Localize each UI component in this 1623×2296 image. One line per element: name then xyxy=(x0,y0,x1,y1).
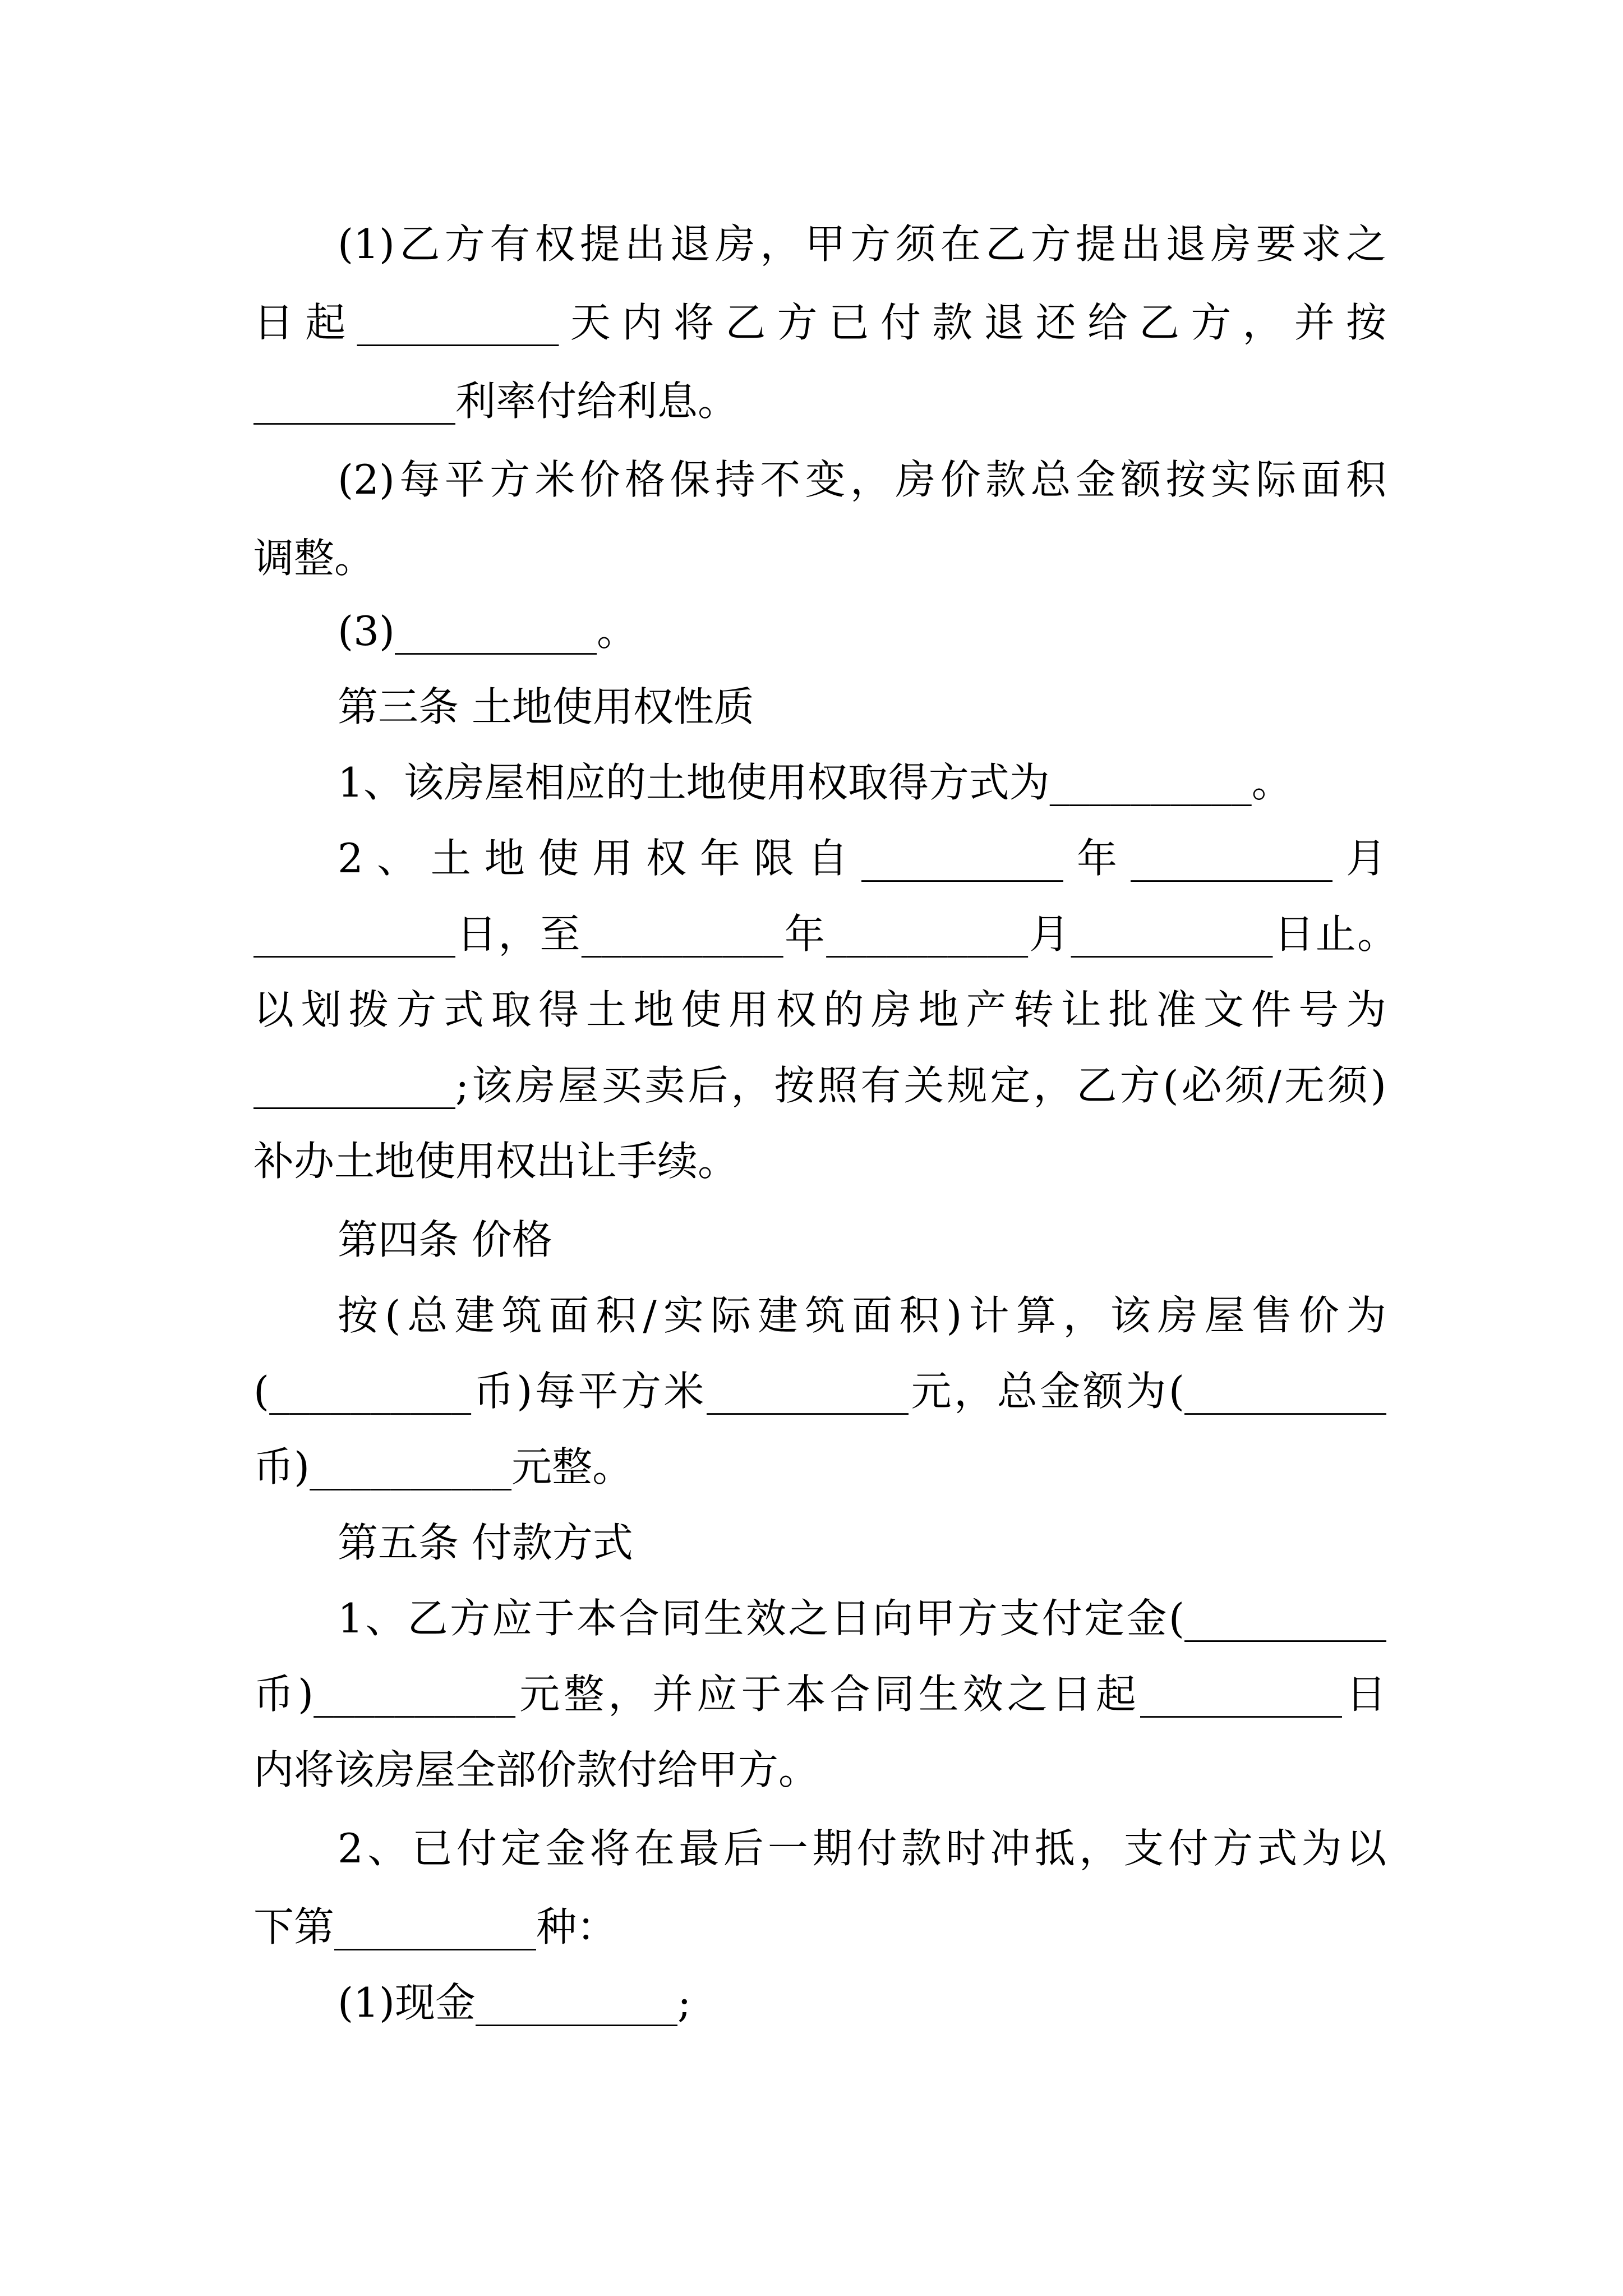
text-line: 按(总建筑面积/实际建筑面积)计算，该房屋售价为 xyxy=(338,1292,1386,1339)
text-line: 补办土地使用权出让手续。 xyxy=(253,1138,739,1185)
text-line: (1)乙方有权提出退房，甲方须在乙方提出退房要求之 xyxy=(338,220,1386,268)
text-line: 调整。 xyxy=(253,535,375,582)
text-line: 内将该房屋全部价款付给甲方。 xyxy=(253,1746,819,1793)
text-line: __________日，至__________年__________月__________日止。 xyxy=(253,910,1398,958)
text-line: (3)__________。 xyxy=(338,608,637,655)
text-line: 下第__________种： xyxy=(253,1903,617,1950)
text-line: __________;该房屋买卖后，按照有关规定，乙方(必须/无须) xyxy=(253,1062,1386,1109)
section-heading: 第四条 价格 xyxy=(338,1216,552,1263)
text-line: 2、已付定金将在最后一期付款时冲抵，支付方式为以 xyxy=(338,1825,1386,1872)
text-line: (1)现金__________; xyxy=(338,1979,691,2026)
text-line: (__________币)每平方米__________元，总金额为(__________ xyxy=(253,1368,1386,1415)
text-line: 币)__________元整。 xyxy=(253,1443,633,1490)
section-heading: 第三条 土地使用权性质 xyxy=(338,683,754,730)
text-line: 1、乙方应于本合同生效之日向甲方支付定金(__________ xyxy=(338,1595,1386,1642)
text-line: 日起__________天内将乙方已付款退还给乙方，并按 xyxy=(253,299,1386,346)
text-line: 2、土地使用权年限自__________年__________月 xyxy=(338,835,1386,882)
text-line: 以划拨方式取得土地使用权的房地产转让批准文件号为 xyxy=(253,986,1386,1033)
text-line: 1、该房屋相应的土地使用权取得方式为__________。 xyxy=(338,759,1292,806)
text-line: (2)每平方米价格保持不变，房价款总金额按实际面积 xyxy=(338,456,1386,503)
section-heading: 第五条 付款方式 xyxy=(338,1519,633,1566)
text-line: __________利率付给利息。 xyxy=(253,378,739,425)
text-line: 币)__________元整，并应于本合同生效之日起__________日 xyxy=(253,1671,1386,1718)
